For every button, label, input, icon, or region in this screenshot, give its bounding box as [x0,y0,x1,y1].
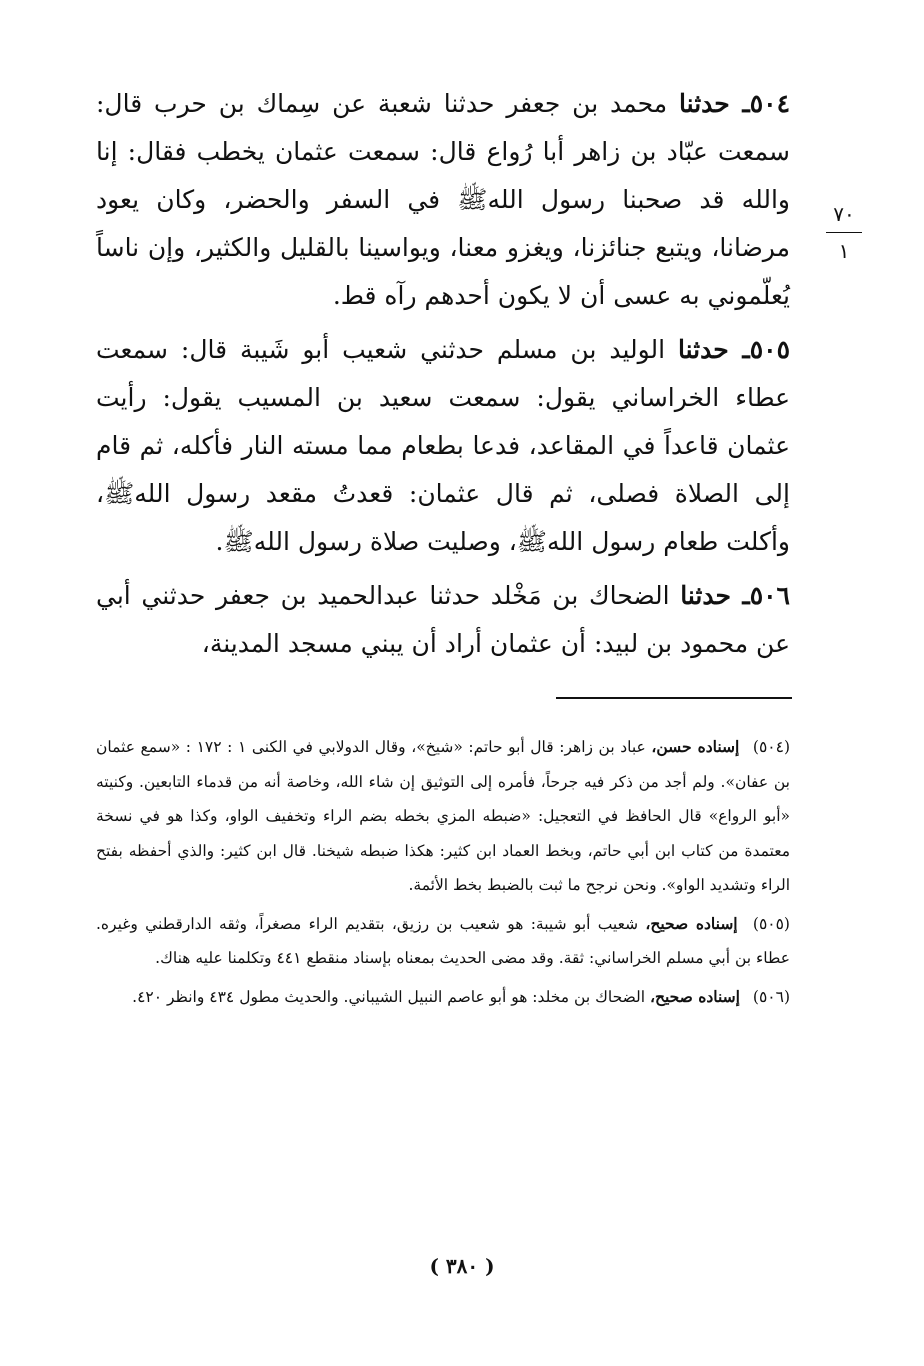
hadith-text: الوليد بن مسلم حدثني شعيب أبو شَيبة قال: سمعت عطاء الخراساني يقول: سمعت سعيد بن المسيب يقول: رأيت عثمان قاعداً في المقاعد، فدعا بطعام مما مسته النار فأكله، ثم قام إلى الصلاة فصلى، ثم قال عثمان: قعدتُ مقعد رسول اللهﷺ، وأكلت طعام رسول اللهﷺ، وصليت صلاة رسول اللهﷺ. [96,335,790,556]
hadith-number: ٥٠٤ [749,89,791,118]
footnotes [96,730,790,1018]
margin-page: ١ [838,239,850,263]
footnote-grade: إسناده صحيح، [649,986,740,1006]
hadith-lead: حدثنا [679,89,730,118]
footnote-504 [96,730,790,903]
number-dash: ـ [728,335,750,364]
page-number: ( ٣٨٠ ) [429,1254,495,1278]
footnote-number: (٥٠٦) [752,987,790,1006]
hadith-text: الضحاك بن مَخْلد حدثنا عبدالحميد بن جعفر حدثني أبي عن محمود بن لبيد: أن عثمان أراد أن يبني مسجد المدينة، [96,581,790,658]
hadith-lead: حدثنا [680,581,731,610]
footnote-506 [96,980,790,1015]
footnote-text: عباد بن زاهر: قال أبو حاتم: «شيخ»، وقال الدولابي في الكنى ١ : ١٧٢ : «سمع عثمان بن عفان». ولم أجد من ذكر فيه جرحاً، فأمره إلى التوثيق إن شاء الله، وخاصة أنه من قدماء التابعين. وكنيته «أبو الرواع» قال الحافظ في التعجيل: «ضبطه المزي بخطه بضم الراء وتخفيف الواو، وكذا هو في نسخة معتمدة من كتاب ابن أبي حاتم، وبخط العماد ابن كثير: هكذا ضبطه شيخنا. قال ابن كثير: والذي أحفظه بفتح الراء وتشديد الواو». ونحن نرجح ما ثبت بالضبط بخط الأئمة. [96,738,790,894]
hadith-number: ٥٠٦ [749,581,790,610]
margin-volume: ٧٠ [833,202,855,226]
footnote-number: (٥٠٥) [752,914,790,933]
hadith-lead: حدثنا [678,335,729,364]
footnote-505 [96,907,790,976]
margin-reference [826,200,862,265]
number-dash: ـ [729,89,750,118]
hadith-504 [96,80,790,320]
hadith-text: محمد بن جعفر حدثنا شعبة عن سِماك بن حرب قال: سمعت عبّاد بن زاهر أبا رُواع قال: سمعت عثمان يخطب فقال: إنا والله قد صحبنا رسول اللهﷺ في السفر والحضر، وكان يعود مرضانا، ويتبع جنائزنا، ويغزو معنا، ويواسينا بالقليل والكثير، وإن ناساً يُعلّموني به عسى أن لا يكون أحدهم رآه قط. [96,89,790,310]
main-text [96,80,790,674]
footnote-number: (٥٠٤) [752,738,790,756]
footnote-text: الضحاك بن مخلد: هو أبو عاصم النبيل الشيباني. والحديث مطول ٤٣٤ وانظر ٤٢٠. [132,987,646,1006]
hadith-number: ٥٠٥ [749,335,791,364]
footnote-grade: إسناده صحيح، [645,913,738,933]
footnote-text: شعيب أبو شيبة: هو شعيب بن رزيق، بتقديم الراء مصغراً، وثقه الدارقطني وغيره. عطاء بن أبي مسلم الخراساني: ثقة. وقد مضى الحديث بمعناه بإسناد منقطع ٤٤١ وتكلمنا عليه هناك. [96,914,790,967]
footnote-divider [556,697,792,699]
footnote-grade: إسناده حسن، [651,737,740,756]
hadith-505 [96,326,790,566]
hadith-506 [96,572,790,668]
number-dash: ـ [730,581,750,610]
margin-rule [826,232,862,233]
